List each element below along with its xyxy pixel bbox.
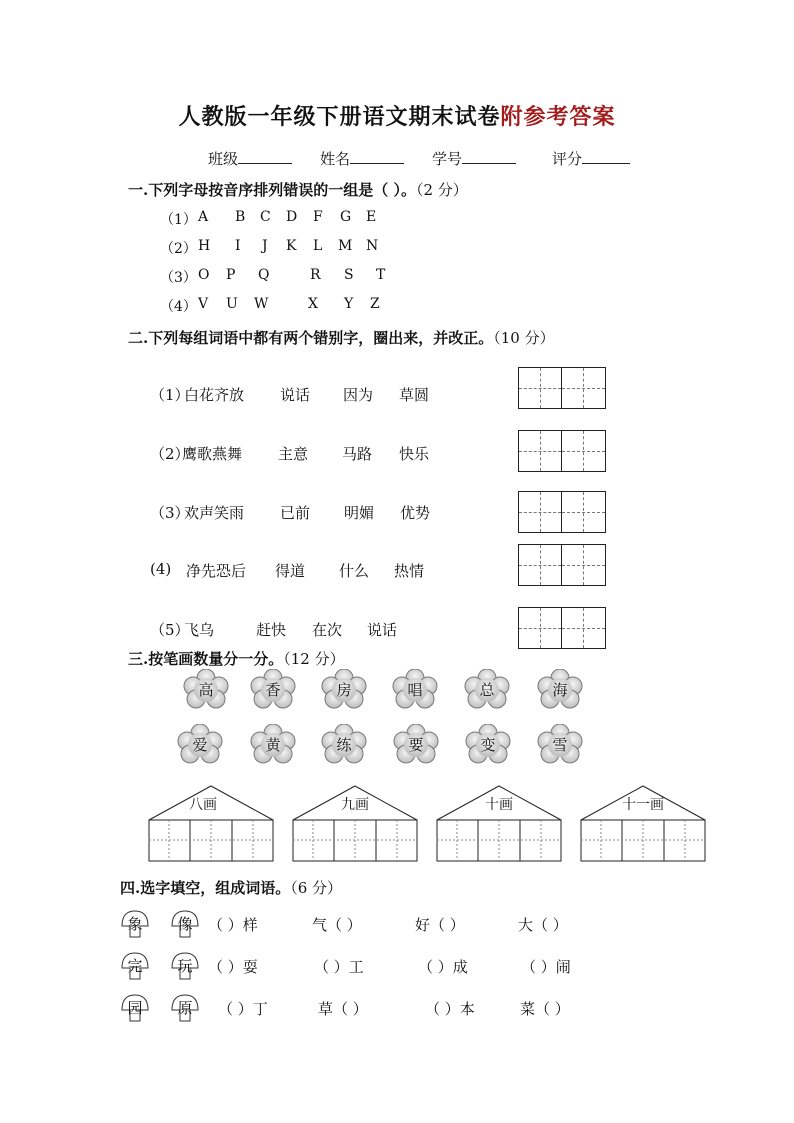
row-number: （3）	[150, 504, 190, 522]
letter: C	[260, 209, 271, 225]
stroke-house[interactable]	[436, 784, 562, 864]
section3-points: （12 分）	[283, 650, 345, 668]
letter: G	[340, 209, 352, 225]
name-field[interactable]	[320, 148, 404, 169]
stroke-house[interactable]	[148, 784, 274, 864]
word[interactable]: 鹰歌燕舞	[182, 445, 243, 463]
letter: I	[235, 238, 241, 254]
flower-char: 高	[198, 681, 214, 699]
id-label: 学号	[432, 150, 463, 168]
character-flower[interactable]	[537, 669, 583, 709]
grid-cell[interactable]	[562, 431, 605, 471]
correction-grid[interactable]	[518, 544, 606, 586]
fill-item[interactable]: （ ）样	[208, 916, 258, 934]
section2-row	[150, 560, 450, 582]
flower-char: 雪	[552, 736, 568, 754]
grid-cell[interactable]	[519, 608, 562, 648]
grid-cell[interactable]	[562, 492, 605, 532]
grid-cell[interactable]	[519, 368, 562, 408]
letter: T	[376, 267, 386, 283]
flower-char: 房	[336, 681, 352, 699]
word[interactable]: 净先恐后	[186, 562, 247, 580]
letter: E	[366, 209, 377, 225]
flower-char: 练	[336, 736, 352, 754]
letter: S	[344, 267, 354, 283]
fill-item[interactable]: 菜（ ）	[520, 1000, 570, 1018]
option-number: （1）	[160, 212, 197, 228]
word[interactable]: 说话	[367, 621, 398, 639]
score-field[interactable]	[552, 148, 630, 169]
option-number: （2）	[160, 241, 197, 257]
class-blank[interactable]	[238, 149, 292, 164]
word[interactable]: 赶快	[256, 621, 287, 639]
flower-char: 唱	[407, 681, 423, 699]
choice-char: 原	[177, 999, 193, 1017]
letter: K	[286, 238, 297, 254]
word[interactable]: 主意	[278, 445, 309, 463]
flower-char: 爱	[192, 736, 208, 754]
section1-text: 一.下列字母按音序排列错误的一组是（ ）。	[128, 181, 416, 199]
grid-cell[interactable]	[519, 431, 562, 471]
flower-char: 要	[408, 736, 424, 754]
student-id-field[interactable]	[432, 148, 516, 169]
correction-grid[interactable]	[518, 367, 606, 409]
letter: X	[308, 296, 318, 312]
fill-item[interactable]: （ ）丁	[218, 1000, 268, 1018]
letter: P	[226, 267, 236, 283]
choice-char: 园	[127, 999, 143, 1017]
character-flower[interactable]	[177, 724, 223, 764]
fill-item[interactable]: 大（ ）	[518, 916, 568, 934]
id-blank[interactable]	[462, 149, 516, 164]
word[interactable]: 得道	[275, 562, 306, 580]
score-blank[interactable]	[582, 149, 630, 164]
fill-item[interactable]: 气（ ）	[312, 916, 362, 934]
choice-mushroom[interactable]	[170, 951, 200, 981]
correction-grid[interactable]	[518, 607, 606, 649]
flower-char: 黄	[265, 736, 281, 754]
fill-item[interactable]: 好（ ）	[415, 916, 465, 934]
house-label: 十一画	[622, 797, 664, 813]
section2-row	[150, 384, 450, 406]
house-label: 十画	[485, 797, 513, 813]
name-blank[interactable]	[350, 149, 404, 164]
letter: A	[198, 209, 209, 225]
class-field[interactable]	[208, 148, 292, 169]
word[interactable]: 欢声笑雨	[184, 504, 245, 522]
word[interactable]: 什么	[339, 562, 370, 580]
section1-option[interactable]	[160, 238, 420, 258]
word[interactable]: 在次	[312, 621, 343, 639]
title-suffix: 附参考答案	[500, 104, 616, 130]
character-flower[interactable]	[464, 669, 510, 709]
section4-points: （6 分）	[290, 879, 343, 897]
section3-heading	[128, 648, 345, 669]
section4-heading	[120, 877, 342, 898]
grid-cell[interactable]	[562, 368, 605, 408]
choice-mushroom[interactable]	[170, 909, 200, 939]
word[interactable]: 白花齐放	[184, 386, 245, 404]
choice-char: 象	[127, 915, 143, 933]
grid-cell[interactable]	[562, 545, 605, 585]
choice-mushroom[interactable]	[120, 909, 150, 939]
class-label: 班级	[208, 150, 239, 168]
character-flower[interactable]	[321, 724, 367, 764]
letter: N	[366, 238, 379, 254]
section4-text: 四.选字填空，组成词语。	[120, 879, 291, 897]
fill-item[interactable]: （ ）闹	[521, 958, 571, 976]
flower-char: 总	[479, 681, 495, 699]
score-label: 评分	[552, 150, 583, 168]
letter: J	[262, 238, 268, 254]
word[interactable]: 已前	[280, 504, 311, 522]
choice-mushroom[interactable]	[120, 993, 150, 1023]
word[interactable]: 明媚	[344, 504, 375, 522]
section2-heading	[128, 327, 555, 348]
character-flower[interactable]	[465, 724, 511, 764]
letter: D	[286, 209, 298, 225]
section1-option[interactable]	[160, 209, 420, 229]
page-title	[0, 100, 794, 131]
stroke-house[interactable]	[580, 784, 706, 864]
house-label: 九画	[341, 797, 369, 813]
stroke-house[interactable]	[292, 784, 418, 864]
letter: B	[235, 209, 246, 225]
choice-mushroom[interactable]	[170, 993, 200, 1023]
character-flower[interactable]	[183, 669, 229, 709]
flower-char: 变	[480, 736, 496, 754]
word[interactable]: 优势	[400, 504, 431, 522]
letter: M	[338, 238, 353, 254]
name-label: 姓名	[320, 150, 351, 168]
word[interactable]: 说话	[280, 386, 311, 404]
grid-cell[interactable]	[562, 608, 605, 648]
word[interactable]: 飞乌	[184, 621, 215, 639]
section1-option[interactable]	[160, 267, 420, 287]
word[interactable]: 马路	[342, 445, 373, 463]
letter: O	[198, 267, 210, 283]
fill-item[interactable]: （ ）耍	[208, 958, 258, 976]
fill-item[interactable]: （ ）成	[418, 958, 468, 976]
grid-cell[interactable]	[519, 492, 562, 532]
letter: V	[198, 296, 209, 312]
correction-grid[interactable]	[518, 491, 606, 533]
flower-char: 香	[265, 681, 281, 699]
letter: R	[310, 267, 321, 283]
row-number: （5）	[150, 621, 190, 639]
option-number: （3）	[160, 270, 197, 286]
character-flower[interactable]	[537, 724, 583, 764]
section1-option[interactable]	[160, 296, 420, 316]
flower-char: 海	[552, 681, 568, 699]
section1-points: （2 分）	[415, 181, 468, 199]
choice-char: 像	[177, 915, 193, 933]
section1-heading	[128, 179, 468, 200]
word[interactable]: 快乐	[399, 445, 430, 463]
character-flower[interactable]	[393, 724, 439, 764]
fill-item[interactable]: （ ）工	[314, 958, 364, 976]
word[interactable]: 因为	[343, 386, 374, 404]
character-flower[interactable]	[392, 669, 438, 709]
character-flower[interactable]	[250, 724, 296, 764]
title-main: 人教版一年级下册语文期末试卷	[178, 104, 501, 130]
grid-cell[interactable]	[519, 545, 562, 585]
letter: Z	[370, 296, 380, 312]
section2-row	[150, 443, 450, 465]
row-number: （2）	[150, 445, 190, 463]
word[interactable]: 草圆	[399, 386, 430, 404]
section2-row	[150, 502, 450, 524]
letter: H	[198, 238, 211, 254]
row-number: （1）	[150, 386, 190, 404]
fill-item[interactable]: 草（ ）	[318, 1000, 368, 1018]
letter: U	[226, 296, 238, 312]
letter: F	[313, 209, 323, 225]
choice-mushroom[interactable]	[120, 951, 150, 981]
section3-text: 三.按笔画数量分一分。	[128, 650, 284, 668]
word[interactable]: 热情	[394, 562, 425, 580]
fill-item[interactable]: （ ）本	[425, 1000, 475, 1018]
row-number: (4)	[150, 560, 172, 578]
section2-points: （10 分）	[493, 329, 555, 347]
section2-row	[150, 619, 450, 641]
choice-char: 完	[127, 957, 143, 975]
letter: L	[313, 238, 323, 254]
character-flower[interactable]	[250, 669, 296, 709]
correction-grid[interactable]	[518, 430, 606, 472]
letter: W	[254, 296, 269, 312]
letter: Y	[344, 296, 354, 312]
letter: Q	[258, 267, 270, 283]
character-flower[interactable]	[321, 669, 367, 709]
house-label: 八画	[189, 797, 217, 813]
section2-text: 二.下列每组词语中都有两个错别字，圈出来，并改正。	[128, 329, 494, 347]
choice-char: 玩	[177, 957, 193, 975]
option-number: （4）	[160, 299, 197, 315]
